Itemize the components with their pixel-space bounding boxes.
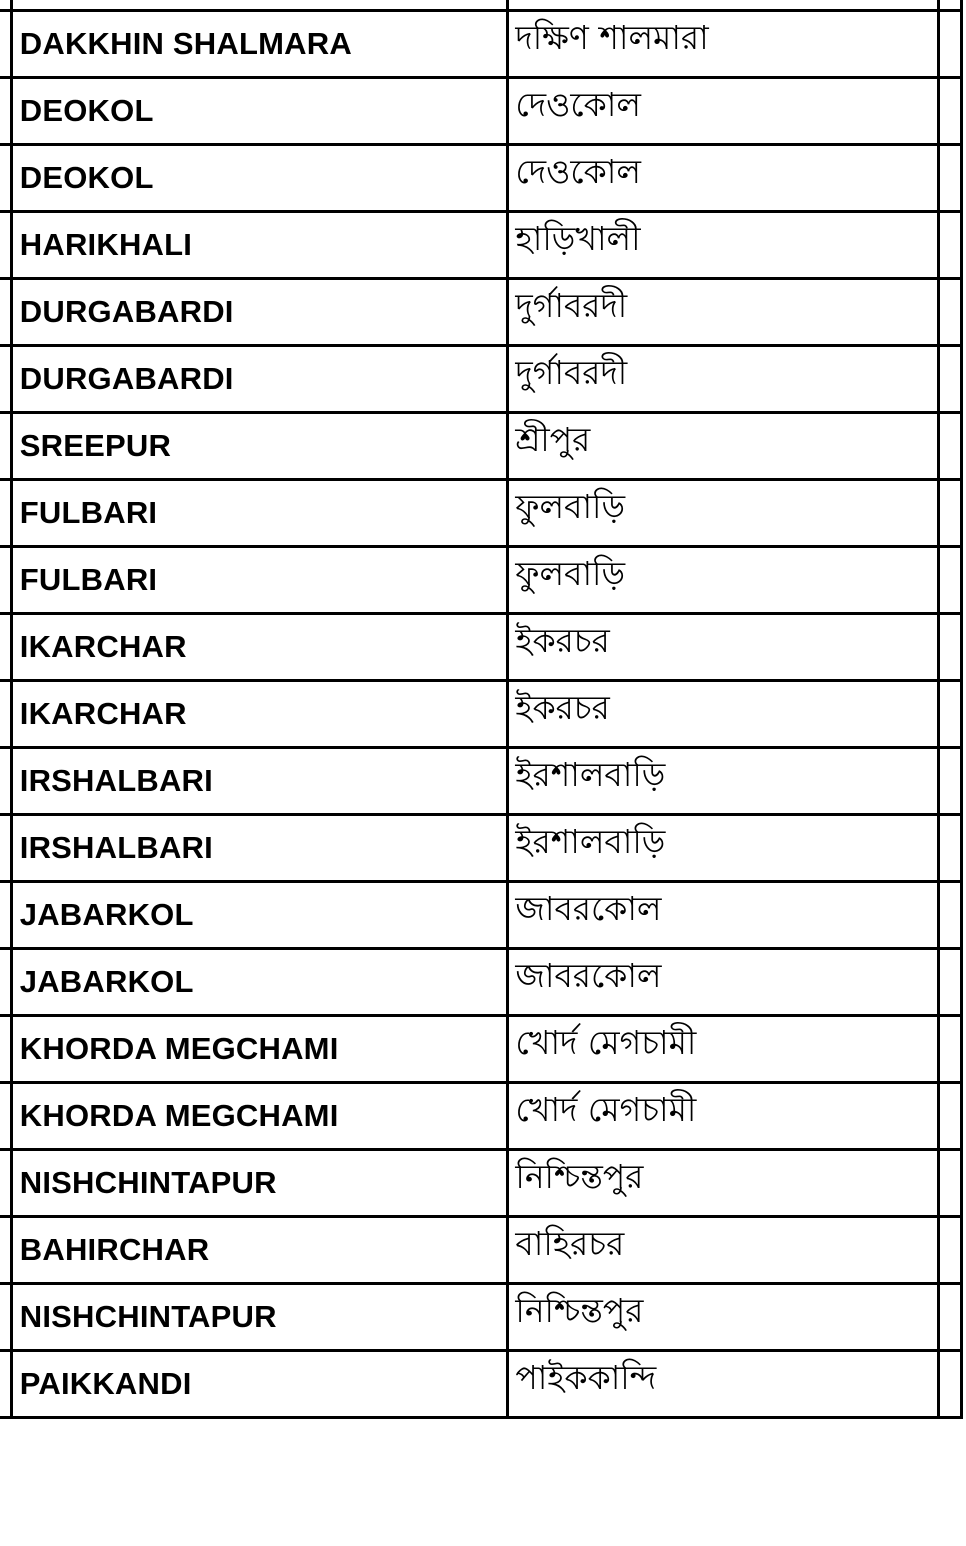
table-cell [0,480,11,547]
bengali-name-cell [508,1284,939,1351]
table-cell [0,413,11,480]
english-name-cell [11,949,508,1016]
table-row [0,614,962,681]
table-row [0,1217,962,1284]
english-name-cell [11,815,508,882]
bengali-name-cell [508,480,939,547]
english-place-name: DURGABARDI [19,294,234,329]
english-name-cell [11,614,508,681]
english-place-name: KHORDA MEGCHAMI [19,1031,339,1066]
table-cell [11,0,508,11]
table-row [0,547,962,614]
english-name-cell [11,145,508,212]
table-cell [0,212,11,279]
english-name-cell [11,1150,508,1217]
table-cell [0,1150,11,1217]
table-row [0,11,962,78]
table-row [0,882,962,949]
table-row [0,1284,962,1351]
table-cell [939,614,962,681]
table-cell [0,614,11,681]
english-place-name: HARIKHALI [19,227,193,262]
bengali-name-cell [508,614,939,681]
table-cell [0,1351,11,1418]
english-place-name: BAHIRCHAR [19,1232,210,1267]
table-cell [939,882,962,949]
bengali-place-name: ফুলবাড়ি [515,487,626,526]
bengali-place-name: ইরশালবাড়ি [515,822,666,861]
bengali-place-name: জাবরকোল [515,956,662,995]
bengali-name-cell [508,145,939,212]
bengali-name-cell [508,279,939,346]
english-place-name: PAIKKANDI [19,1366,192,1401]
bengali-place-name: দেওকোল [515,85,641,124]
english-place-name: JABARKOL [19,964,194,999]
table-row [0,681,962,748]
table-cell [939,212,962,279]
english-name-cell [11,1016,508,1083]
english-name-cell [11,78,508,145]
table-row [0,748,962,815]
table-row [0,78,962,145]
table-cell [0,949,11,1016]
table-cell [939,0,962,11]
table-cell [939,78,962,145]
bengali-name-cell [508,346,939,413]
english-place-name: NISHCHINTAPUR [19,1165,277,1200]
cropped-header-row [0,0,962,11]
table-cell [939,547,962,614]
english-place-name: IKARCHAR [19,696,187,731]
table-cell [508,0,939,11]
bengali-name-cell [508,1351,939,1418]
bengali-place-name: দক্ষিণ শালমারা [515,18,709,57]
table-cell [0,1083,11,1150]
bengali-place-name: পাইককান্দি [515,1358,657,1397]
bengali-place-name: নিশ্চিন্তপুর [515,1291,644,1330]
bengali-name-cell [508,212,939,279]
table-cell [939,681,962,748]
english-place-name: DEOKOL [19,160,154,195]
bengali-place-name: বাহিরচর [515,1224,625,1263]
bengali-name-cell [508,413,939,480]
english-name-cell [11,681,508,748]
table-cell [939,480,962,547]
english-name-cell [11,1083,508,1150]
english-name-cell [11,346,508,413]
english-place-name: DEOKOL [19,93,154,128]
english-place-name: DURGABARDI [19,361,234,396]
bengali-place-name: খোর্দ মেগচামী [515,1023,697,1062]
table-cell [0,11,11,78]
table-cell [939,1284,962,1351]
bengali-place-name: দুর্গাবরদী [515,286,628,325]
bengali-name-cell [508,949,939,1016]
table-cell [0,1284,11,1351]
english-name-cell [11,212,508,279]
bengali-name-cell [508,11,939,78]
bengali-name-cell [508,815,939,882]
bengali-name-cell [508,1150,939,1217]
table-cell [939,949,962,1016]
table-row [0,1351,962,1418]
table-cell [939,815,962,882]
english-place-name: FULBARI [19,495,158,530]
english-name-cell [11,480,508,547]
bengali-place-name: ইরশালবাড়ি [515,755,666,794]
bengali-place-name: দুর্গাবরদী [515,353,628,392]
table-cell [0,0,11,11]
english-name-cell [11,279,508,346]
table-row [0,413,962,480]
english-place-name: JABARKOL [19,897,194,932]
english-name-cell [11,1351,508,1418]
english-place-name: NISHCHINTAPUR [19,1299,277,1334]
table-row [0,346,962,413]
table-cell [939,11,962,78]
table-cell [939,1217,962,1284]
bengali-name-cell [508,1083,939,1150]
table-cell [0,748,11,815]
table-row [0,1083,962,1150]
table-cell [0,815,11,882]
table-cell [939,748,962,815]
table-row [0,212,962,279]
table-cell [939,1351,962,1418]
bengali-place-name: খোর্দ মেগচামী [515,1090,697,1129]
english-place-name: IRSHALBARI [19,763,213,798]
table-row [0,815,962,882]
english-name-cell [11,748,508,815]
bengali-place-name: দেওকোল [515,152,641,191]
english-place-name: DAKKHIN SHALMARA [19,26,352,61]
english-name-cell [11,11,508,78]
bengali-place-name: ইকরচর [515,688,610,727]
bengali-place-name: হাড়িখালী [515,219,641,258]
table-cell [0,681,11,748]
bengali-place-name: ইকরচর [515,621,610,660]
bengali-place-name: নিশ্চিন্তপুর [515,1157,644,1196]
table-cell [939,1150,962,1217]
bengali-name-cell [508,547,939,614]
table-cell [939,1083,962,1150]
table-cell [939,279,962,346]
bengali-name-cell [508,1016,939,1083]
english-name-cell [11,882,508,949]
table-row [0,480,962,547]
bengali-name-cell [508,1217,939,1284]
table-cell [0,346,11,413]
table-row [0,1016,962,1083]
table-cell [0,145,11,212]
table-cell [0,1016,11,1083]
bengali-name-cell [508,748,939,815]
table-cell [939,346,962,413]
bengali-name-cell [508,78,939,145]
bengali-place-name: শ্রীপুর [515,420,591,459]
english-place-name: IRSHALBARI [19,830,213,865]
table-row [0,949,962,1016]
table-row [0,145,962,212]
table-cell [939,1016,962,1083]
english-place-name: SREEPUR [19,428,172,463]
bengali-name-cell [508,681,939,748]
table-cell [939,413,962,480]
english-place-name: IKARCHAR [19,629,187,664]
table-cell [0,78,11,145]
bengali-place-name: জাবরকোল [515,889,662,928]
english-name-cell [11,547,508,614]
english-place-name: FULBARI [19,562,158,597]
table-row [0,279,962,346]
bengali-place-name: ফুলবাড়ি [515,554,626,593]
table-row [0,1150,962,1217]
table-cell [0,279,11,346]
english-name-cell [11,1284,508,1351]
table-cell [0,547,11,614]
english-name-cell [11,413,508,480]
table-cell [939,145,962,212]
table-cell [0,882,11,949]
table-cell [0,1217,11,1284]
english-name-cell [11,1217,508,1284]
bengali-name-cell [508,882,939,949]
english-place-name: KHORDA MEGCHAMI [19,1098,339,1133]
